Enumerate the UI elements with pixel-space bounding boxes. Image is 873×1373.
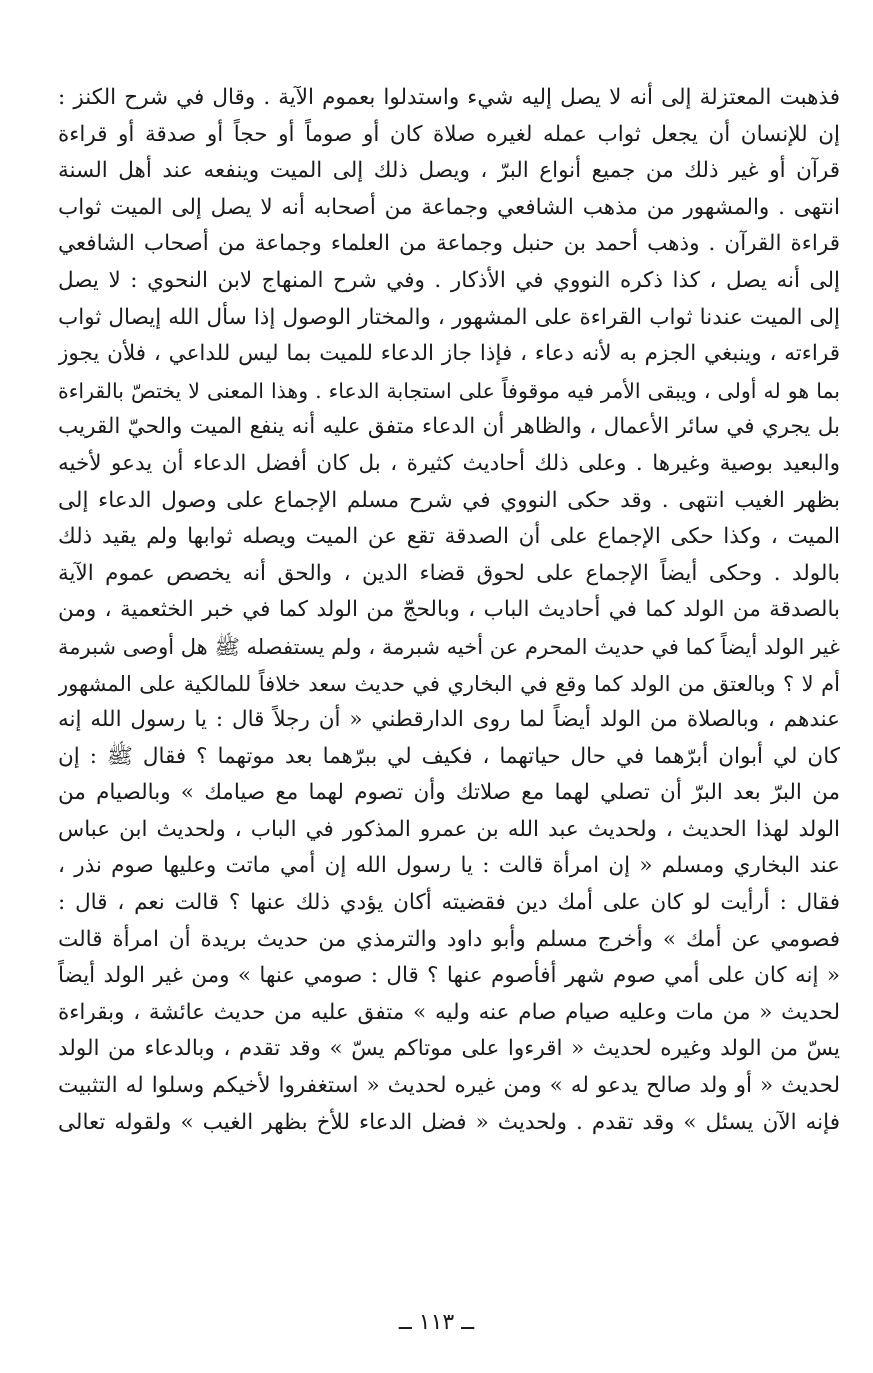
text-line: إلى أنه يصل ، كذا ذكره النووي في الأذكار . وفي شرح المنهاج لابن النحوي : لا يصل <box>58 267 840 293</box>
text-line: بالصدقة من الولد كما في أحاديث الباب ، وبالحجّ من الولد كما في خبر الخثعمية ، ومن <box>58 597 840 623</box>
body-text <box>58 80 840 1141</box>
text-line: إلى الميت عندنا ثواب القراءة على المشهور ، والمختار الوصول إذا سأل الله إيصال ثواب <box>58 304 840 330</box>
text-line: قراءته ، وينبغي الجزم به لأنه دعاء ، فإذا جاز الدعاء للميت بما ليس للداعي ، فلأن يجوز <box>58 341 840 367</box>
text-line: قراءة القرآن . وذهب أحمد بن حنبل وجماعة من العلماء وجماعة من أصحاب الشافعي <box>58 231 840 257</box>
text-line: لحديث « من مات وعليه صيام صام عنه وليه » متفق عليه من حديث عائشة ، وبقراءة <box>58 999 840 1025</box>
text-line: عند البخاري ومسلم « إن امرأة قالت : يا رسول الله إن أمي ماتت وعليها صوم نذر ، <box>58 853 840 879</box>
text-line: أم لا ؟ وبالعتق من الولد كما وقع في البخاري في حديث سعد خلافاً للمالكية على المشهور <box>58 671 840 696</box>
text-line: « إنه كان على أمي صوم شهر أفأصوم عنها ؟ قال : صومي عنها » ومن غير الولد أيضاً <box>58 963 840 989</box>
text-line: غير الولد أيضاً كما في حديث المحرم عن أخيه شبرمة ، ولم يستفصله ﷺ هل أوصى شبرمة <box>58 634 840 659</box>
text-line: كان لي أبوان أبرّهما في حال حياتهما ، فكيف لي ببرّهما بعد موتهما ؟ فقال ﷺ : إن <box>58 743 840 769</box>
text-line: قرآن أو غير ذلك من جميع أنواع البرّ ، ويصل ذلك إلى الميت وينفعه عند أهل السنة <box>58 158 840 184</box>
text-line: بل يجري في سائر الأعمال ، والظاهر أن الدعاء متفق عليه أنه ينفع الميت والحيّ القريب <box>58 414 840 440</box>
text-line: الميت ، وكذا حكى الإجماع على أن الصدقة تقع عن الميت ويصله ثوابها ولم يقيد ذلك <box>58 524 840 550</box>
text-line: فذهبت المعتزلة إلى أنه لا يصل إليه شيء واستدلوا بعموم الآية . وقال في شرح الكنز : <box>58 85 840 110</box>
text-line: بالولد . وحكى أيضاً الإجماع على لحوق قضاء الدين ، والحق أنه يخصص عموم الآية <box>58 560 840 586</box>
text-line: فقال : أرأيت لو كان على أمك دين فقضيته أكان يؤدي ذلك عنها ؟ قالت نعم ، قال : <box>58 890 840 916</box>
text-line: بظهر الغيب انتهى . وقد حكى النووي في شرح مسلم الإجماع على وصول الدعاء إلى <box>58 487 840 513</box>
text-line: بما هو له أولى ، ويبقى الأمر فيه موقوفاً على استجابة الدعاء . وهذا المعنى لا يختصّ بالقراءة <box>58 378 840 403</box>
text-line: والبعيد بوصية وغيرها . وعلى ذلك أحاديث كثيرة ، بل كان أفضل الدعاء أن يدعو لأخيه <box>58 450 840 476</box>
text-line: يسّ من الولد وغيره لحديث « اقرءوا على موتاكم يسّ » وقد تقدم ، وبالدعاء من الولد <box>58 1036 840 1062</box>
text-line: فإنه الآن يسئل » وقد تقدم . ولحديث « فضل الدعاء للأخ بظهر الغيب » ولقوله تعالى <box>58 1109 840 1135</box>
text-line: انتهى . والمشهور من مذهب الشافعي وجماعة من أصحابه أنه لا يصل إلى الميت ثواب <box>58 194 840 220</box>
text-line: فصومي عن أمك » وأخرج مسلم وأبو داود والترمذي من حديث بريدة أن امرأة قالت <box>58 926 840 952</box>
text-line: لحديث « أو ولد صالح يدعو له » ومن غيره لحديث « استغفروا لأخيكم وسلوا له التثبيت <box>58 1073 840 1099</box>
page-number: ــ ١١٣ ــ <box>398 1310 475 1335</box>
text-line: من البرّ بعد البرّ أن تصلي لهما مع صلاتك وأن تصوم لهما مع صيامك » وبالصيام من <box>58 780 840 806</box>
text-line: الولد لهذا الحديث ، ولحديث عبد الله بن عمرو المذكور في الباب ، ولحديث ابن عباس <box>58 816 840 842</box>
text-line: إن للإنسان أن يجعل ثواب عمله لغيره صلاة كان أو صوماً أو حجاً أو صدقة أو قراءة <box>58 121 840 147</box>
text-line: عندهم ، وبالصلاة من الولد أيضاً لما روى الدارقطني « أن رجلاً قال : يا رسول الله إنه <box>58 707 840 733</box>
